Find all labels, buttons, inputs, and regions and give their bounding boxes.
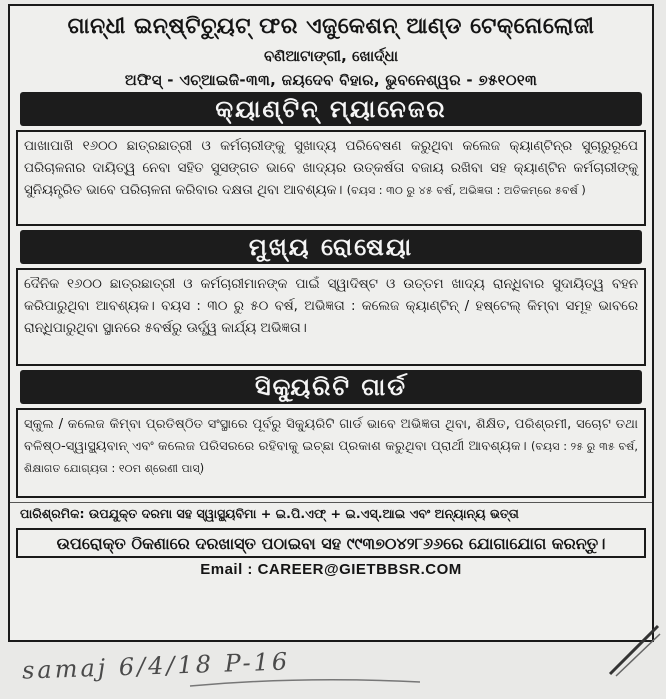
head-cook-description bbox=[16, 268, 646, 366]
security-guard-text: ସ୍କୁଲ / କଲେଜ କିମ୍ବା ପ୍ରତିଷ୍ଠିତ ସଂସ୍ଥାରେ ପୂର୍ବରୁ ସିକ୍ୟୁରିଟି ଗାର୍ଡ ଭାବେ ଅଭିଜ୍ଞତା ଥିବା, ଶିକ୍ଷିତ, ପରିଶ୍ରମୀ, ସଚୋଟ ତଥା ବଳିଷ୍ଠ-ସ୍ୱାସ୍ଥ୍ୟବାନ୍ ଏବଂ କଲେଜ ପରିସରରେ ରହିବାକୁ ଇଚ୍ଛା ପ୍ରକାଶ କରୁଥିବା ପ୍ରାର୍ଥୀ ଆବଶ୍ୟକ। bbox=[24, 417, 638, 454]
heading-canteen-manager: କ୍ୟାଣ୍ଟିନ୍ ମ୍ୟାନେଜର bbox=[20, 92, 642, 126]
institute-title: ଗାନ୍ଧୀ ଇନ୍‌ଷ୍ଟିଚ୍ୟୁଟ୍ ଫର ଏଜୁକେଶନ୍ ଆଣ୍ଡ ଟେକ୍ନୋଲୋଜୀ bbox=[67, 14, 595, 39]
email-line: Email : CAREER@GIETBBSR.COM bbox=[200, 561, 462, 578]
pen-stroke-mark bbox=[602, 620, 662, 680]
canteen-manager-description bbox=[16, 130, 646, 226]
salary-line: ପାରିଶ୍ରମିକ: ଉପଯୁକ୍ତ ଦରମା ସହ ସ୍ୱାସ୍ଥ୍ୟବିମା + ଇ.ପି.ଏଫ୍ + ଇ.ଏସ୍.ଆଇ ଏବଂ ଅନ୍ୟାନ୍ୟ ଭତ୍ତା bbox=[10, 502, 652, 525]
security-guard-note: (ବୟସ : ୨୫ ରୁ ୩୫ ବର୍ଷ, ଶିକ୍ଷାଗତ ଯୋଗ୍ୟତା : ୧୦ମ ଶ୍ରେଣୀ ପାସ୍) bbox=[24, 440, 638, 475]
institute-office-address: ଅଫିସ୍ - ଏଚ୍‌ଆଇଜି-୩୩, ଜୟଦେବ ବିହାର, ଭୁବନେଶ୍ୱର - ୭୫୧୦୧୩ bbox=[124, 71, 538, 89]
heading-security-guard: ସିକ୍ୟୁରିଟି ଗାର୍ଡ bbox=[20, 370, 642, 404]
job-advertisement bbox=[8, 4, 654, 642]
handwritten-annotation: samaj 6/4/18 P-16 bbox=[21, 647, 291, 685]
security-guard-description bbox=[16, 408, 646, 498]
institute-location: ବଣିଆଟାଙ୍ଗୀ, ଖୋର୍ଦ୍ଧା bbox=[263, 47, 399, 65]
heading-head-cook: ମୁଖ୍ୟ ରୋଷେୟା bbox=[20, 230, 642, 264]
canteen-manager-text: ପାଖାପାଖି ୧୬୦୦ ଛାତ୍ରଛାତ୍ରୀ ଓ କର୍ମଚାରୀଙ୍କୁ ସୁଖାଦ୍ୟ ପରିବେଷଣ କରୁଥିବା କଲେଜ କ୍ୟାଣ୍ଟିନ୍‌ର ସୁଚାରୁରୂପେ ପରିଚାଳନାର ଦାୟିତ୍ୱ ନେବା ସହିତ ସୁସଙ୍ଗତ ଭାବେ ଖାଦ୍ୟର ଉତ୍କର୍ଷତା ବଜାୟ ରଖିବା ସହ କ୍ୟାଣ୍ଟିନ କର୍ମଚାରୀଙ୍କୁ ସୁନିୟନ୍ତ୍ରିତ ଭାବେ ପରିଚାଳନା କରିବାର ଦକ୍ଷତା ଥିବା ଆବଶ୍ୟକ। bbox=[24, 139, 638, 198]
canteen-manager-note: (ବୟସ : ୩୦ ରୁ ୪୫ ବର୍ଷ, ଅଭିଜ୍ଞତା : ଅତିକମ୍‌ରେ ୫ବର୍ଷ ) bbox=[346, 184, 586, 197]
handwriting-strokes bbox=[40, 646, 640, 694]
contact-line: ଉପରୋକ୍ତ ଠିକଣାରେ ଦରଖାସ୍ତ ପଠାଇବା ସହ ୯୯୩୭୦୪୨୮୬୬ରେ ଯୋଗାଯୋଗ କରନ୍ତୁ। bbox=[16, 528, 646, 558]
head-cook-text: ଦୈନିକ ୧୬୦୦ ଛାତ୍ରଛାତ୍ରୀ ଓ କର୍ମଚାରୀମାନଙ୍କ ପାଇଁ ସ୍ୱାଦିଷ୍ଟ ଓ ଉତ୍ତମ ଖାଦ୍ୟ ରାନ୍ଧିବାର ସୁଦାୟିତ୍ୱ ବହନ କରିପାରୁଥିବା ଆବଶ୍ୟକ। ବୟସ : ୩୦ ରୁ ୫୦ ବର୍ଷ, ଅଭିଜ୍ଞତା : କଲେଜ କ୍ୟାଣ୍ଟିନ୍ / ହଷ୍ଟେଲ୍ କିମ୍ବା ସମୂହ ଭାବରେ ରାନ୍ଧିପାରୁଥିବା ସ୍ଥାନରେ ୫ବର୍ଷରୁ ଊର୍ଦ୍ଧ୍ୱ କାର୍ଯ୍ୟ ଅଭିଜ୍ଞତା। bbox=[24, 277, 638, 336]
